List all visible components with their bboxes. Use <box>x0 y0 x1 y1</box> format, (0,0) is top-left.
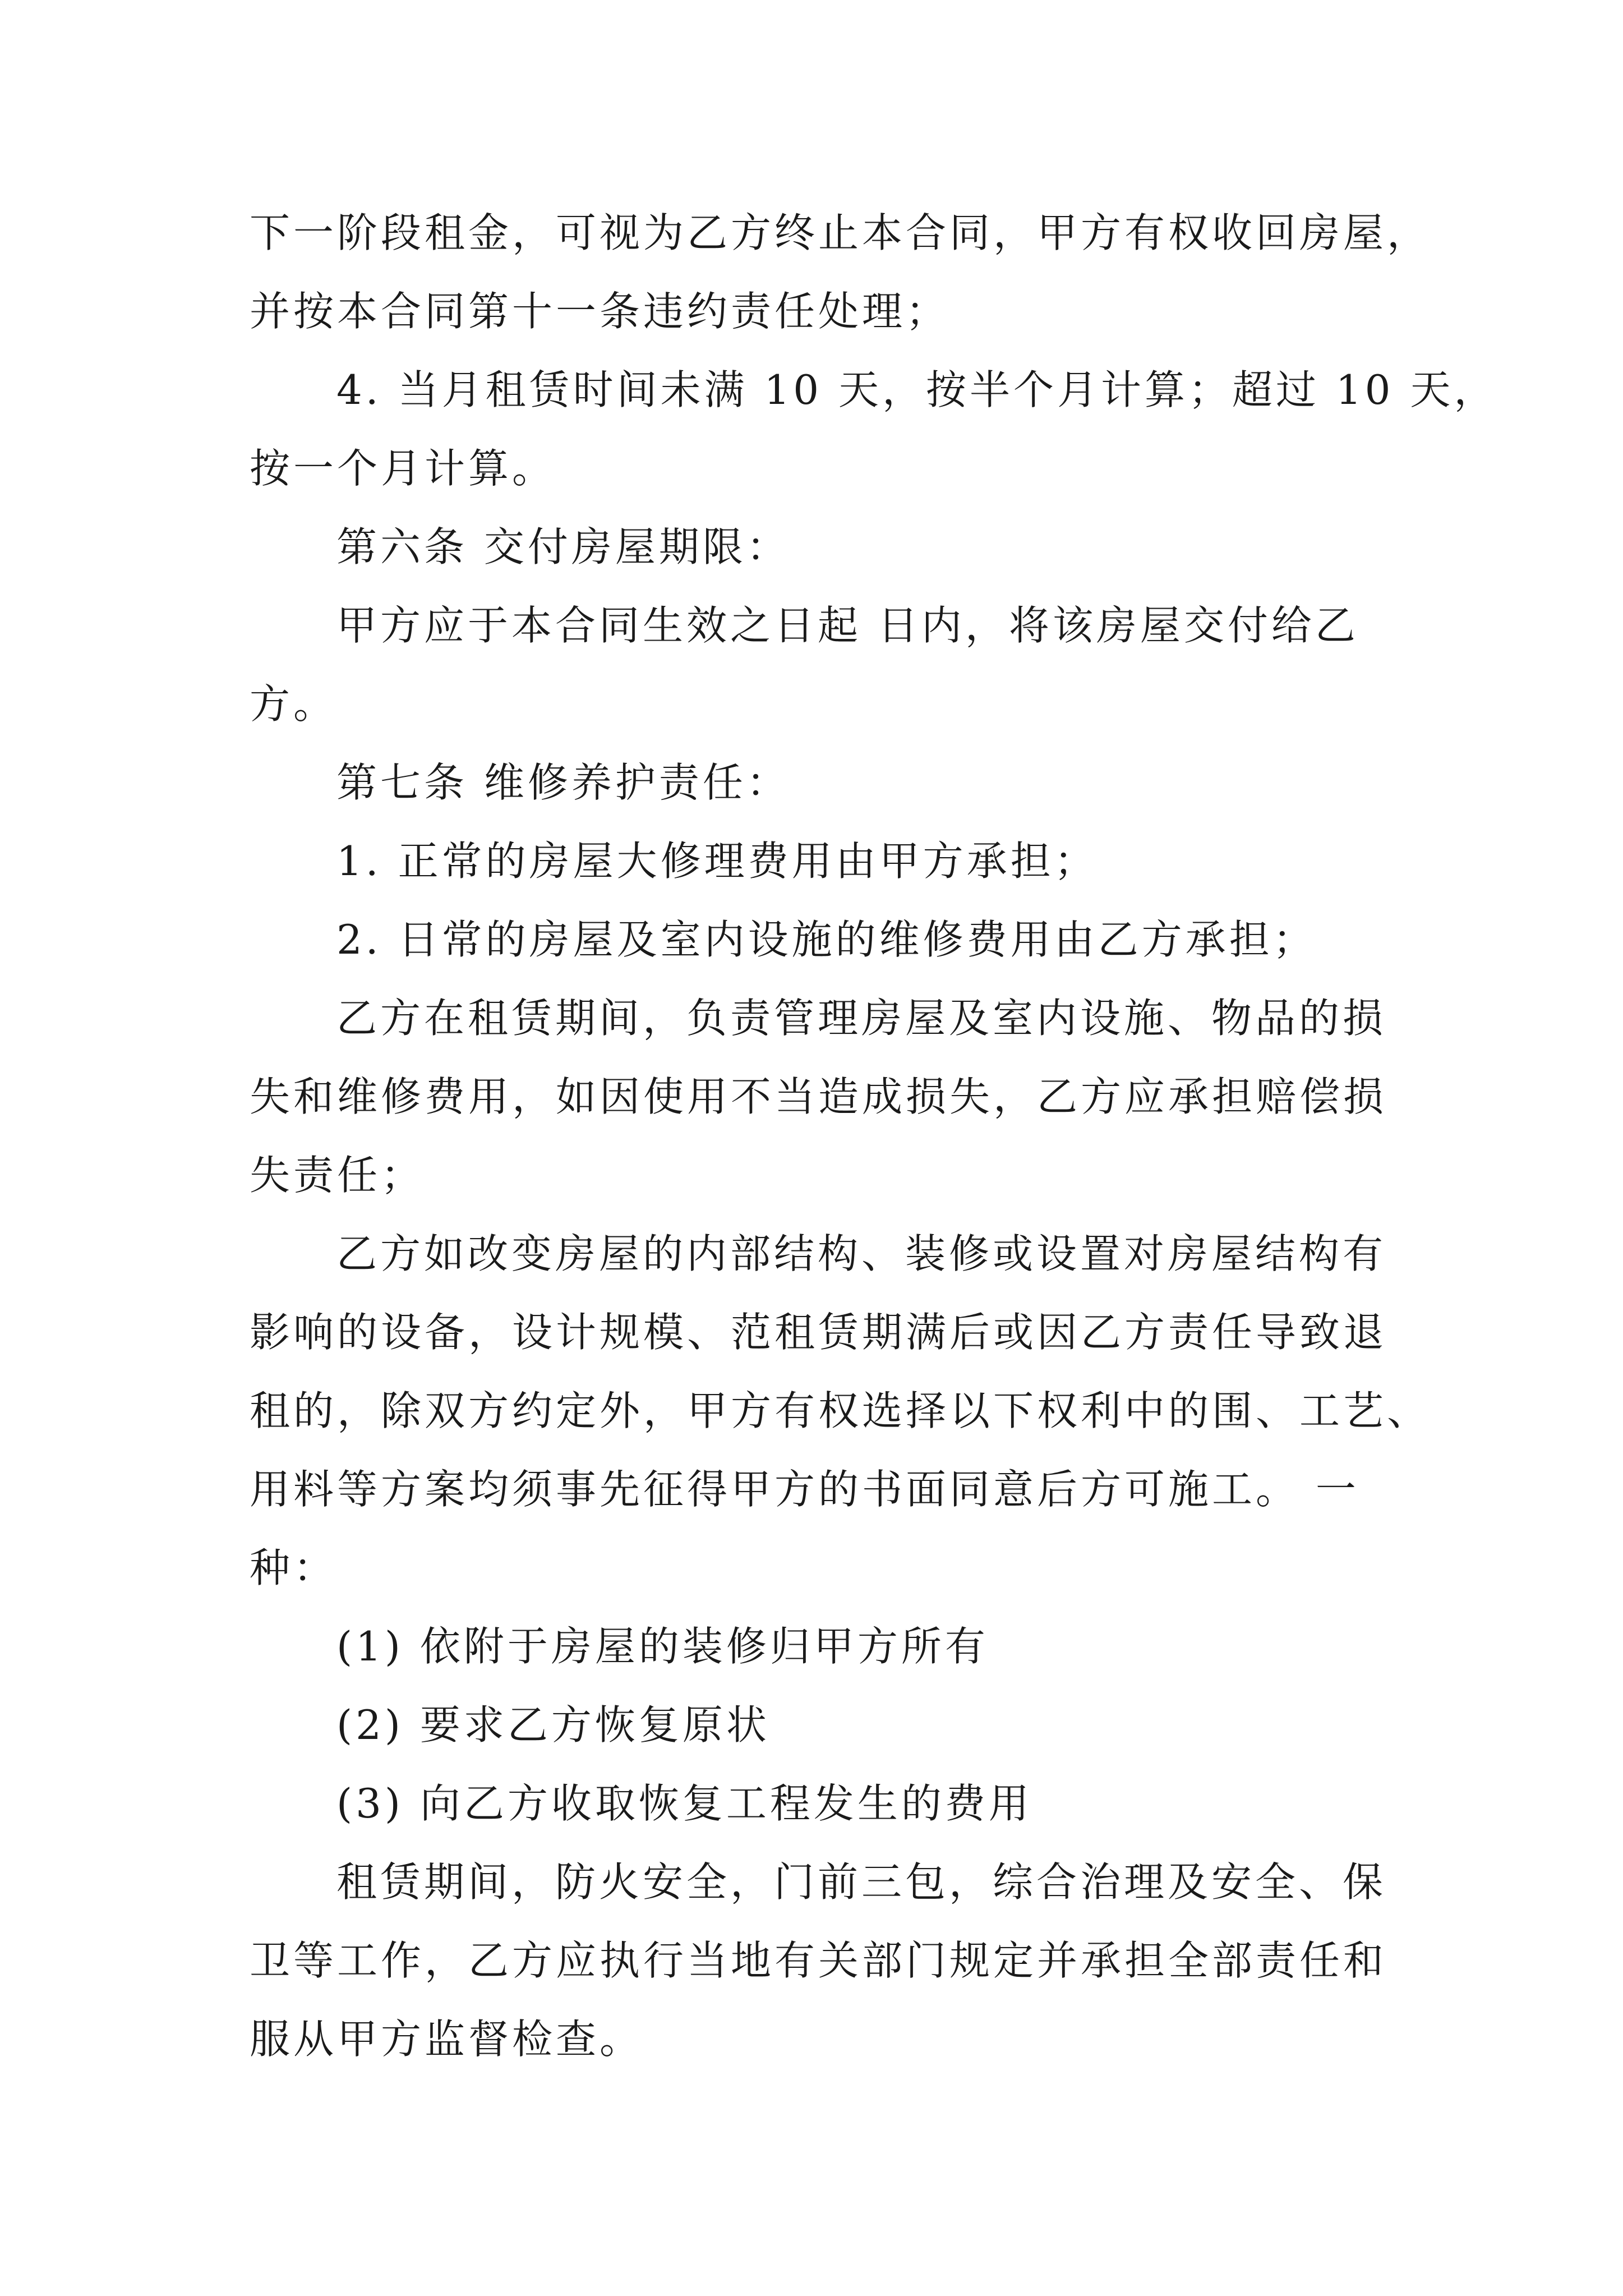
text-line: 租赁期间，防火安全，门前三包，综合治理及安全、保 <box>336 1858 1387 1906</box>
text-line: 卫等工作，乙方应执行当地有关部门规定并承担全部责任和 <box>250 1937 1387 1984</box>
text-line: 影响的设备，设计规模、范租赁期满后或因乙方责任导致退 <box>250 1309 1387 1356</box>
text-line: 按一个月计算。 <box>250 445 556 492</box>
text-line: 乙方在租赁期间，负责管理房屋及室内设施、物品的损 <box>336 995 1387 1042</box>
text-line: 租的，除双方约定外，甲方有权选择以下权利中的围、工艺、 <box>250 1387 1431 1434</box>
text-line: 用料等方案均须事先征得甲方的书面同意后方可施工。 一 <box>250 1466 1359 1513</box>
section-heading: 第六条 交付房屋期限： <box>336 523 790 570</box>
text-line: 2. 日常的房屋及室内设施的维修费用由乙方承担； <box>336 916 1317 963</box>
section-heading: 第七条 维修养护责任： <box>336 759 790 806</box>
text-line: 甲方应于本合同生效之日起 日内，将该房屋交付给乙 <box>336 602 1359 649</box>
list-item: (2) 要求乙方恢复原状 <box>336 1701 770 1749</box>
list-item: (3) 向乙方收取恢复工程发生的费用 <box>336 1780 1032 1827</box>
text-line: 下一阶段租金，可视为乙方终止本合同，甲方有权收回房屋， <box>250 209 1431 256</box>
text-line: 1. 正常的房屋大修理费用由甲方承担； <box>336 838 1098 885</box>
text-line: 失和维修费用，如因使用不当造成损失，乙方应承担赔偿损 <box>250 1073 1387 1120</box>
text-line: 种： <box>250 1544 338 1591</box>
text-line: 4. 当月租赁时间未满 10 天，按半个月计算；超过 10 天， <box>336 366 1498 413</box>
list-item: (1) 依附于房屋的装修归甲方所有 <box>336 1623 989 1670</box>
text-line: 方。 <box>250 680 338 728</box>
text-line: 乙方如改变房屋的内部结构、装修或设置对房屋结构有 <box>336 1230 1387 1277</box>
text-line: 失责任； <box>250 1152 425 1199</box>
text-line: 并按本合同第十一条违约责任处理； <box>250 288 950 335</box>
text-line: 服从甲方监督检查。 <box>250 2016 644 2063</box>
